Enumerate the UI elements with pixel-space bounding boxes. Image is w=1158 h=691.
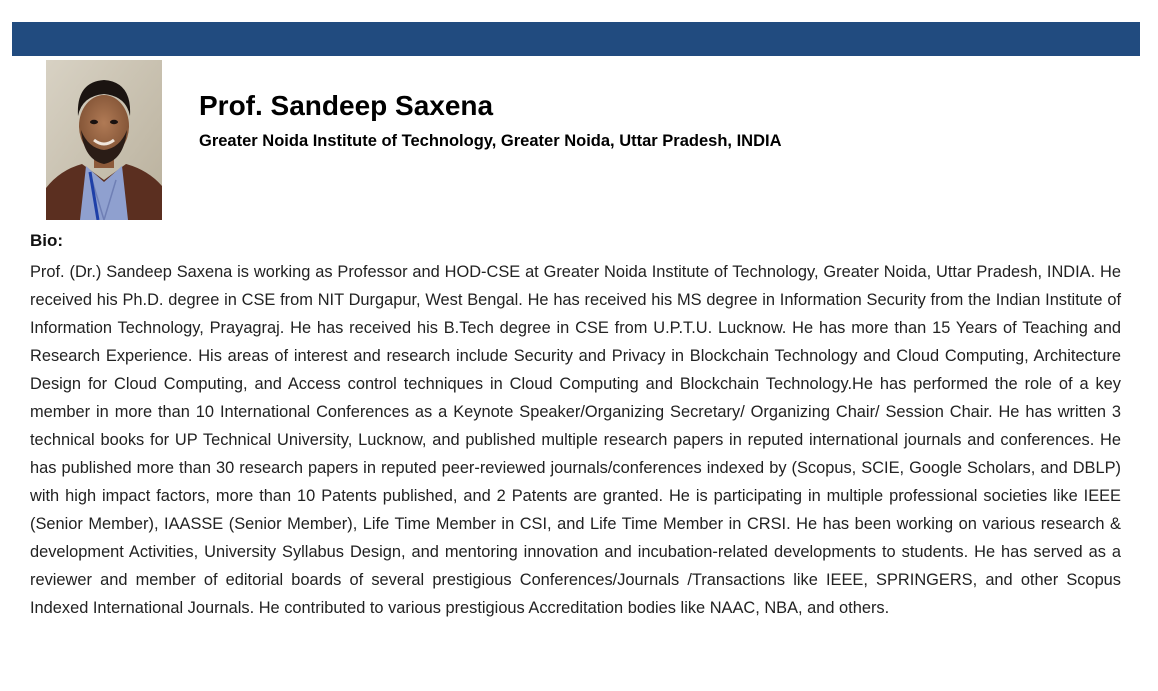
portrait-photo-icon (46, 60, 162, 220)
bio-label: Bio: (30, 231, 64, 250)
bio-text: Prof. (Dr.) Sandeep Saxena is working as Professor and HOD-CSE at Greater Noida Institute of Technology, Greater Noida, Uttar Pradesh, INDIA. He received his Ph.D. degree in CSE from NIT Durgapur, West Bengal. He has received his MS degree in Information Security from the Indian Institute of Information Technology, Prayagraj. He has received his B.Tech degree in CSE from U.P.T.U. Lucknow. He has more than 15 Years of Teaching and Research Experience. His areas of interest and research include Security and Privacy in Blockchain Technology and Cloud Computing, Architecture Design for Cloud Computing, and Access control techniques in Cloud Computing and Blockchain Technology.He has performed the role of a key member in more than 10 International Conferences as a Keynote Speaker/Organizing Secretary/ Organizing Chair/ Session Chair. He has written 3 technical books for UP Technical University, Lucknow, and published multiple research papers in reputed international journals and conferences. He has published more than 30 research papers in reputed peer-reviewed journals/conferences indexed by (Scopus, SCIE, Google Scholars, and DBLP) with high impact factors, more than 10 Patents published, and 2 Patents are granted. He is participating in multiple professional societies like IEEE (Senior Member), IAASSE (Senior Member), Life Time Member in CSI, and Life Time Member in CRSI. He has been working on various research & development Activities, University Syllabus Design, and mentoring innovation and incubation-related developments to students. He has served as a reviewer and member of editorial boards of several prestigious Conferences/Journals /Transactions like IEEE, SPRINGERS, and other Scopus Indexed International Journals. He contributed to various prestigious Accreditation bodies like NAAC, NBA, and others. (30, 263, 1121, 617)
profile-photo (46, 60, 162, 220)
profile-name: Prof. Sandeep Saxena (199, 90, 494, 121)
header-bar (12, 22, 1140, 56)
profile-affiliation: Greater Noida Institute of Technology, Greater Noida, Uttar Pradesh, INDIA (199, 132, 782, 150)
